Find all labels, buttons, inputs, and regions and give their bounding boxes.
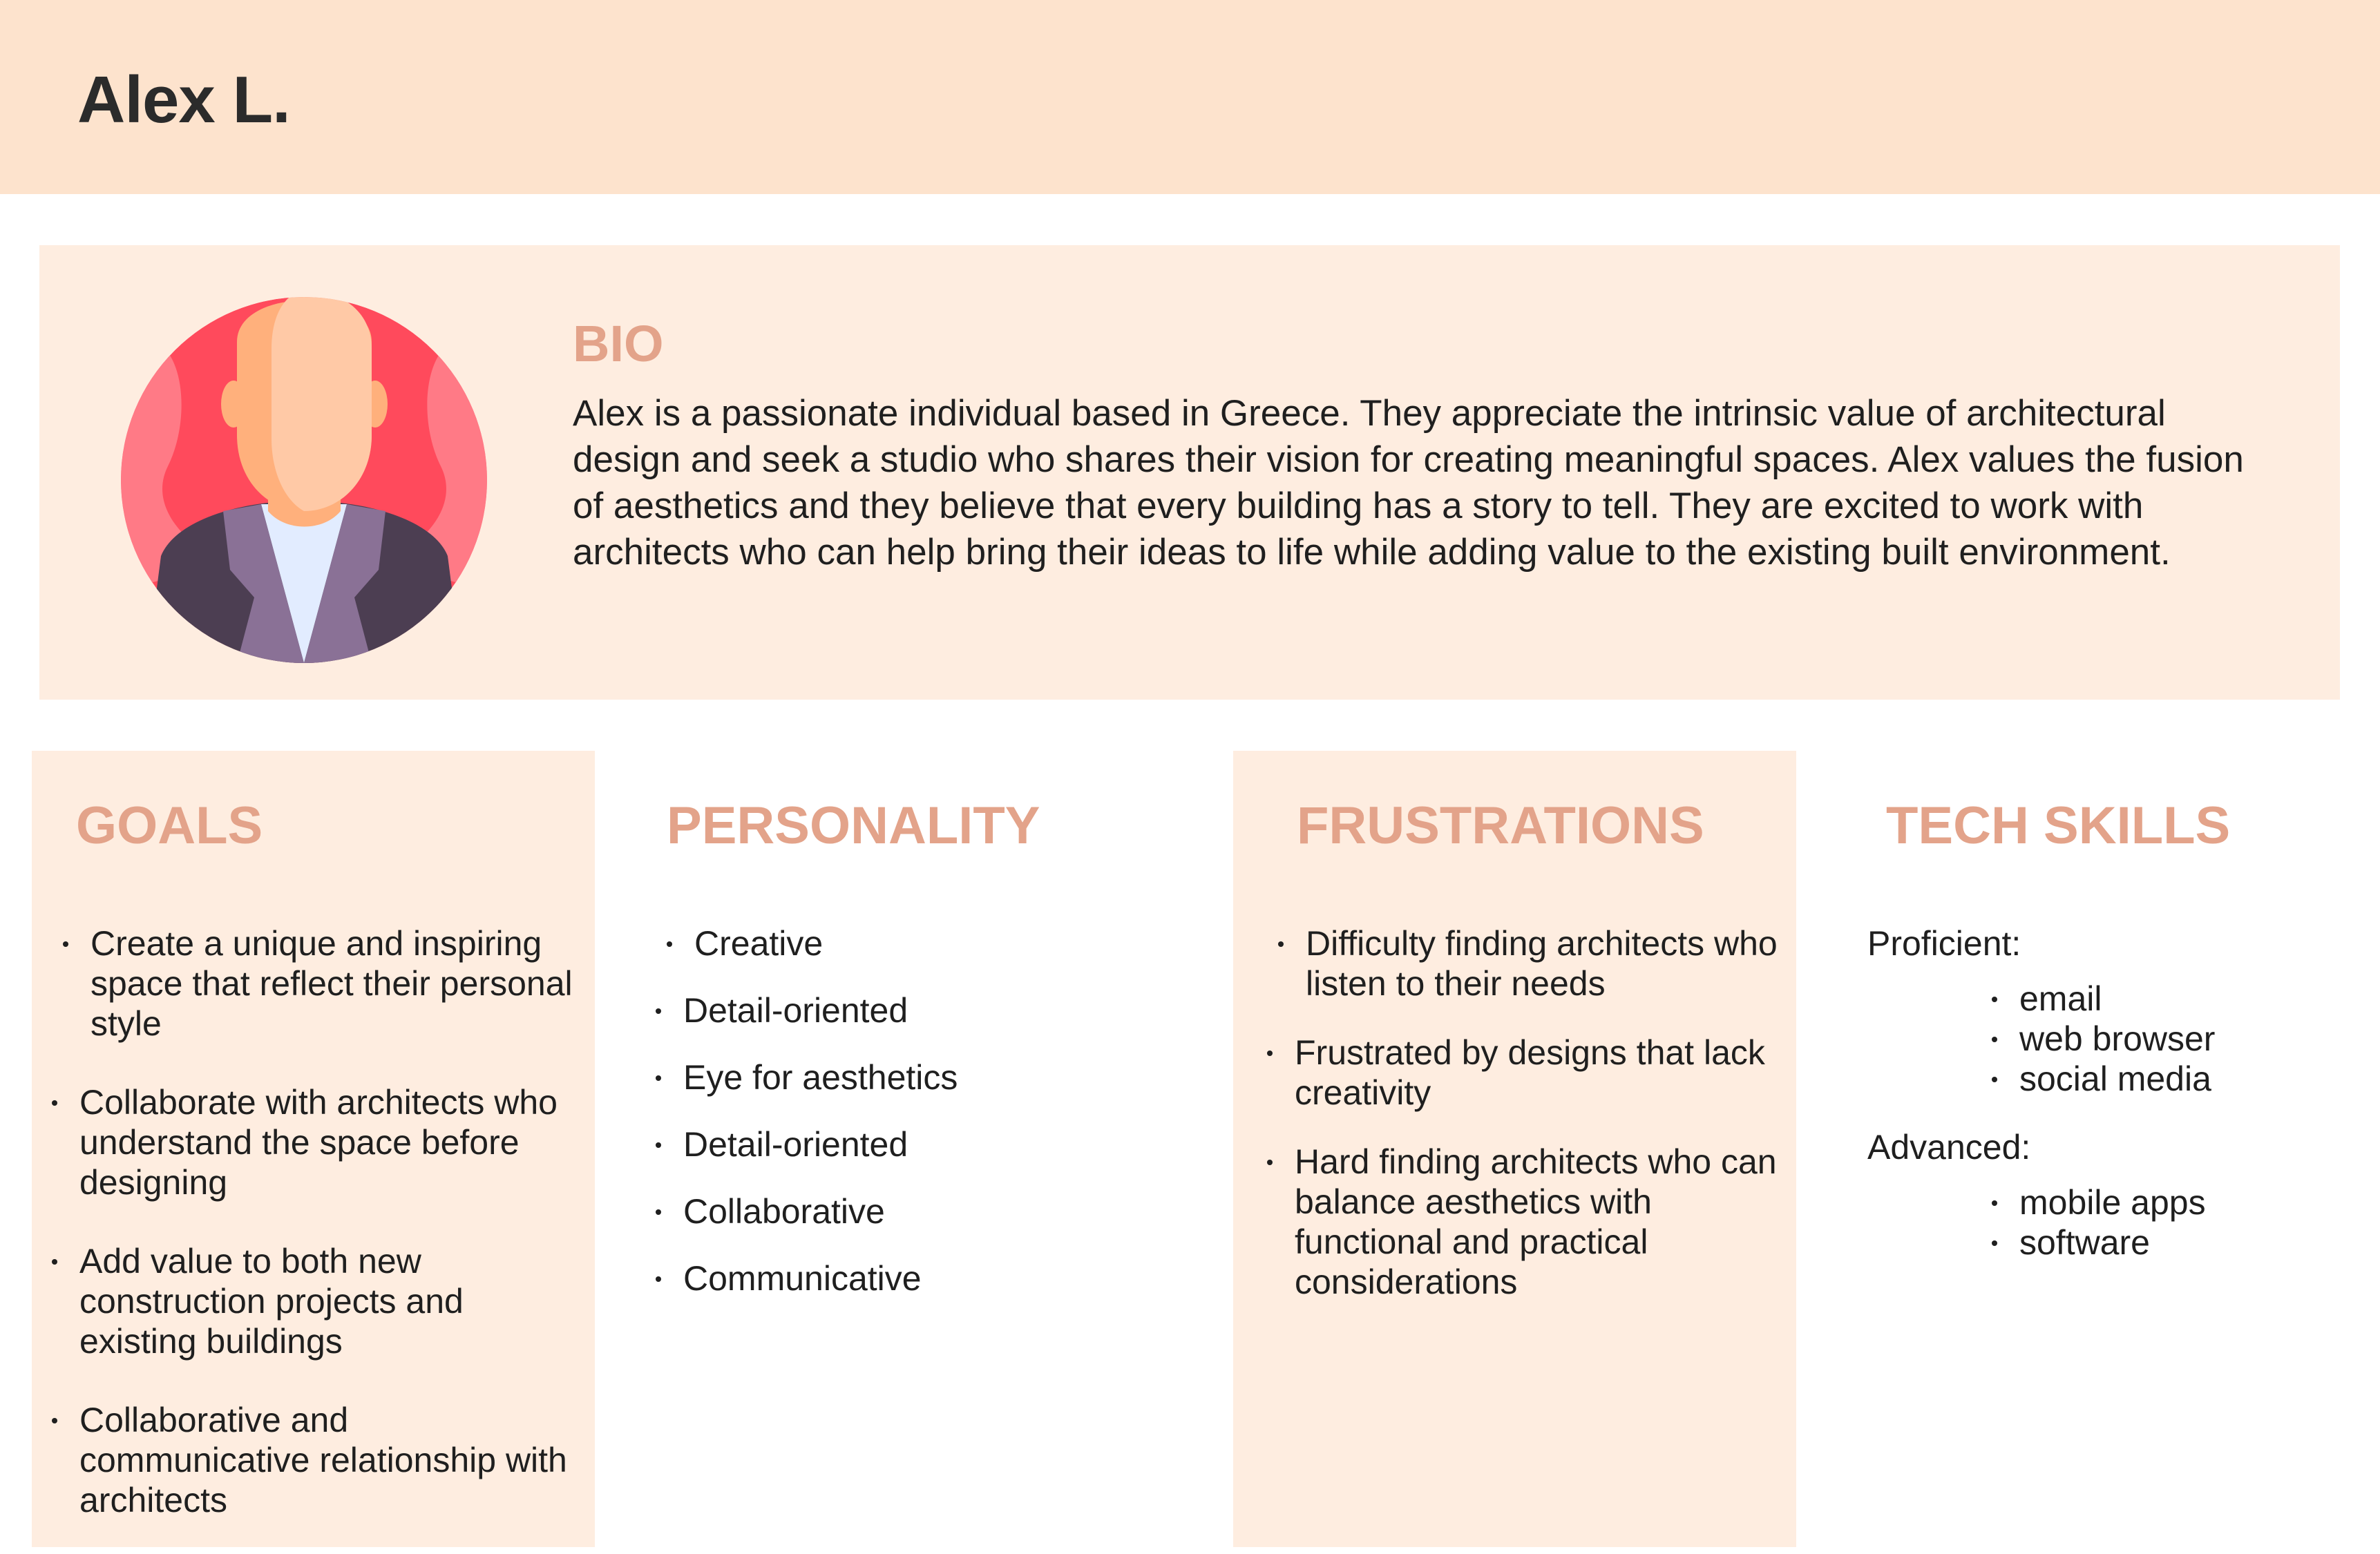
list-item: Creative [694,923,1178,963]
tech-skills-card [1838,751,2377,1547]
list-item: social media [2019,1059,2351,1099]
advanced-list [2019,1182,2351,1263]
frustrations-list [1295,923,1782,1302]
advanced-label: Advanced: [1867,1128,2031,1167]
frustrations-card [1233,751,1796,1547]
goals-card [32,751,595,1547]
bio-text: Alex is a passionate individual based in Greece. They appreciate the intrinsic value of architectural design and seek a studio who shares their vision for creating meaningful spaces. Alex values the fusion of aesthetics and they believe that every building has a story to tell. They are excited to work with architects who can help bring their ideas to life while adding value to the existing built environment. [573,393,2244,573]
list-item: Frustrated by designs that lack creativity [1295,1033,1782,1113]
list-item: software [2019,1222,2351,1263]
list-item: web browser [2019,1019,2351,1059]
goals-heading: GOALS [76,796,263,855]
list-item: Eye for aesthetics [683,1057,1178,1097]
tech-skills-heading: TECH SKILLS [1886,796,2231,855]
list-item: Collaborative and communicative relationship with architects [79,1400,574,1520]
list-item: Hard finding architects who can balance aesthetics with functional and practical considerations [1295,1142,1782,1302]
goals-list [79,923,574,1520]
frustrations-heading: FRUSTRATIONS [1297,796,1704,855]
list-item: Detail-oriented [683,1124,1178,1164]
personality-list [683,923,1178,1298]
proficient-list [2019,979,2351,1099]
list-item: Create a unique and inspiring space that reflect their personal style [91,923,574,1044]
avatar-icon [120,273,489,663]
personality-card [636,751,1199,1547]
list-item: Collaborative [683,1191,1178,1231]
list-item: Add value to both new construction projects and existing buildings [79,1241,574,1361]
list-item: Detail-oriented [683,990,1178,1030]
proficient-label: Proficient: [1867,924,2021,963]
persona-header [0,0,2380,194]
personality-heading: PERSONALITY [667,796,1040,855]
bio-heading: BIO [573,315,664,372]
persona-name: Alex L. [77,63,290,137]
list-item: Communicative [683,1258,1178,1298]
list-item: Difficulty finding architects who listen to their needs [1306,923,1782,1004]
list-item: Collaborate with architects who understand the space before designing [79,1082,574,1202]
list-item: email [2019,979,2351,1019]
list-item: mobile apps [2019,1182,2351,1222]
